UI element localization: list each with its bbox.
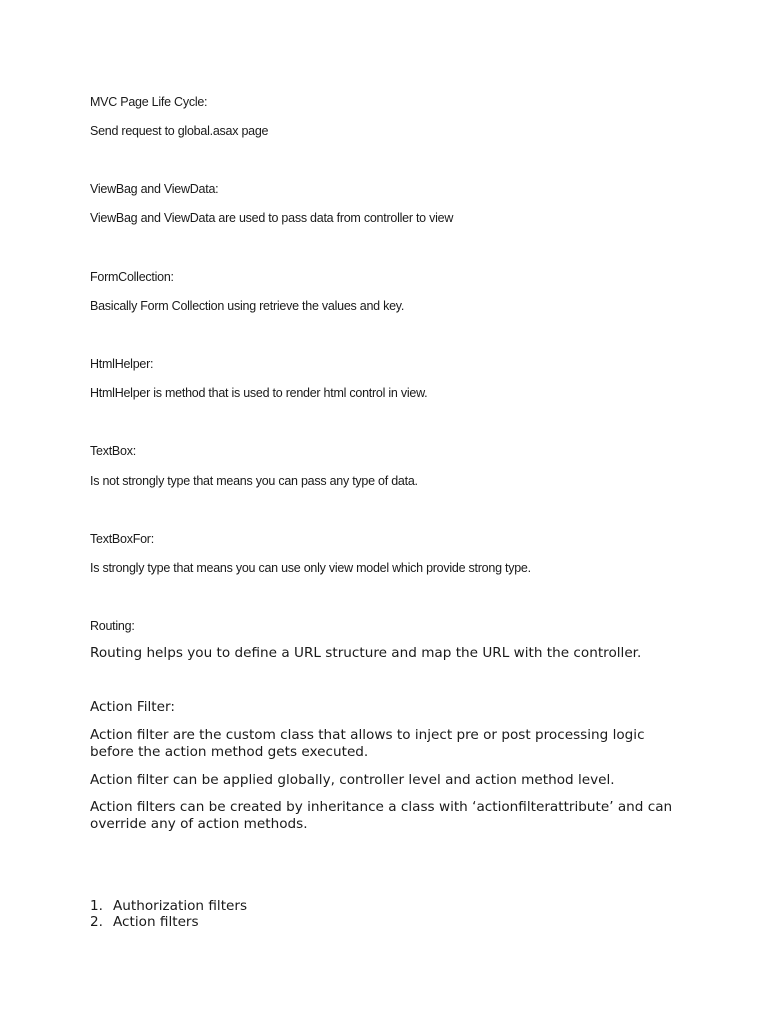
- filter-types-list: [90, 898, 247, 930]
- list-item: [90, 898, 247, 914]
- section-heading-textboxfor: TextBoxFor:: [90, 532, 154, 546]
- section-body-viewbag: ViewBag and ViewData are used to pass data from controller to view: [90, 211, 454, 225]
- list-item-number: 1.: [90, 898, 103, 914]
- action-filter-paragraph-3: Action filters can be created by inheritance a class with ‘actionfilterattribute’ and can override any of action methods.: [90, 799, 673, 832]
- section-body-routing: Routing helps you to define a URL structure and map the URL with the controller.: [90, 645, 642, 661]
- section-heading-action-filter: Action Filter:: [90, 699, 175, 715]
- list-item-number: 2.: [90, 914, 103, 930]
- section-body-mvc-life-cycle: Send request to global.asax page: [90, 124, 269, 138]
- action-filter-paragraph-2: Action filter can be applied globally, controller level and action method level.: [90, 772, 615, 788]
- section-heading-textbox: TextBox:: [90, 444, 136, 458]
- section-heading-viewbag: ViewBag and ViewData:: [90, 182, 219, 196]
- section-heading-mvc-life-cycle: MVC Page Life Cycle:: [90, 95, 208, 109]
- action-filter-paragraph-1: Action filter are the custom class that allows to inject pre or post processing logic before the action method gets executed.: [90, 727, 645, 760]
- list-item-text: Authorization filters: [113, 898, 248, 914]
- list-item-text: Action filters: [113, 914, 199, 930]
- section-body-htmlhelper: HtmlHelper is method that is used to render html control in view.: [90, 386, 428, 400]
- section-heading-formcollection: FormCollection:: [90, 270, 174, 284]
- list-item: [90, 914, 247, 930]
- section-body-textboxfor: Is strongly type that means you can use only view model which provide strong type.: [90, 561, 531, 575]
- section-heading-htmlhelper: HtmlHelper:: [90, 357, 154, 371]
- section-heading-routing: Routing:: [90, 619, 135, 633]
- section-body-formcollection: Basically Form Collection using retrieve the values and key.: [90, 299, 405, 313]
- section-body-textbox: Is not strongly type that means you can pass any type of data.: [90, 474, 418, 488]
